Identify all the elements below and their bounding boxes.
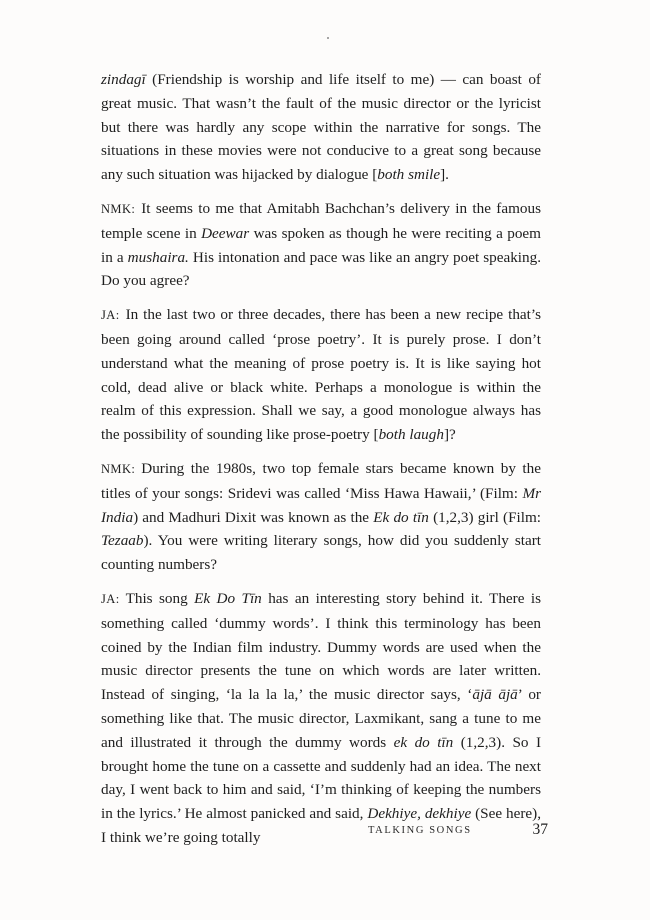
text-run: ājā ājā bbox=[472, 686, 518, 704]
text-run: mushaira. bbox=[127, 248, 189, 266]
text-run: ) and Madhuri Dixit was known as the bbox=[133, 508, 374, 526]
text-run: Mr India bbox=[101, 484, 541, 526]
text-run: In the last two or three decades, there has been a new recipe that’s been going around called ‘prose poetry’. It is purely prose. I don’t understand what the meaning of prose poetry is. It is like saying hot cold, dead alive or black white. Perhaps a monologue is within the realm of this expression. Shall we say, a good monologue always has the possibility of sounding like prose-poetry [ bbox=[101, 306, 541, 444]
text-run: ’ or something like that. The music director, Laxmikant, sang a tune to me and illustrated it through the dummy words bbox=[101, 686, 541, 751]
text-run: Ek do tīn bbox=[373, 508, 429, 526]
text-run: ]? bbox=[443, 426, 456, 444]
running-head: TALKING SONGS bbox=[368, 825, 472, 836]
text-run: both laugh bbox=[378, 426, 444, 444]
paragraph-4 bbox=[101, 457, 541, 577]
text-run: was spoken as though he were reciting a poem in a bbox=[101, 224, 541, 266]
body-text bbox=[101, 68, 541, 860]
text-run: both smile bbox=[377, 166, 441, 184]
text-run: has an interesting story behind it. There is something called ‘dummy words’. I think this terminology has been coined by the Indian film industry. Dummy words are used when the music director presents the tune on which words are later written. Instead of singing, ‘la la la la,’ the music director says, ‘ bbox=[101, 589, 541, 704]
text-run: (Friendship is worship and life itself to me) — can boast of great music. That wasn’t the fault of the music director or the lyricist but there was hardly any scope within the narrative for songs. The situations in these movies were not conducive to a great song because any such situation was hijacked by dialogue [ bbox=[101, 71, 541, 184]
text-run: Dekhiye, dekhiye bbox=[367, 805, 472, 823]
paragraph-3 bbox=[101, 303, 541, 447]
speaker-label: NMK: bbox=[101, 201, 136, 216]
paper-speck bbox=[327, 37, 329, 39]
speaker-label: NMK: bbox=[101, 461, 136, 476]
text-run: Ek Do Tīn bbox=[194, 589, 262, 607]
text-run: This song bbox=[125, 589, 195, 607]
text-run: (1,2,3) girl (Film: bbox=[428, 508, 541, 526]
speaker-label: JA: bbox=[101, 308, 120, 323]
speaker-label: JA: bbox=[101, 591, 120, 606]
paragraph-2 bbox=[101, 197, 541, 293]
paragraph-1 bbox=[101, 68, 541, 187]
text-run: Deewar bbox=[201, 224, 250, 242]
text-run: zindagī bbox=[101, 71, 146, 88]
text-run: ). You were writing literary songs, how did you suddenly start counting numbers? bbox=[101, 532, 541, 574]
paragraph-5 bbox=[101, 587, 541, 850]
text-run: It seems to me that Amitabh Bachchan’s delivery in the famous temple scene in bbox=[101, 199, 541, 242]
page-footer bbox=[368, 821, 548, 845]
text-run: His intonation and pace was like an angry poet speaking. Do you agree? bbox=[101, 248, 541, 290]
text-run: Tezaab bbox=[101, 532, 144, 550]
text-run: (1,2,3). So I brought home the tune on a cassette and suddenly had an idea. The next day, I went back to him and said, ‘I’m thinking of keeping the numbers in the lyrics.’ He almost panicked and said, bbox=[101, 733, 542, 823]
text-run: ]. bbox=[440, 166, 449, 184]
text-run: (See here), I think we’re going totally bbox=[101, 805, 541, 846]
page-number: 37 bbox=[532, 821, 548, 838]
text-run: During the 1980s, two top female stars became known by the titles of your songs: Sridevi was called ‘Miss Hawa Hawaii,’ (Film: bbox=[101, 459, 541, 502]
text-run: ek do tīn bbox=[393, 733, 454, 751]
